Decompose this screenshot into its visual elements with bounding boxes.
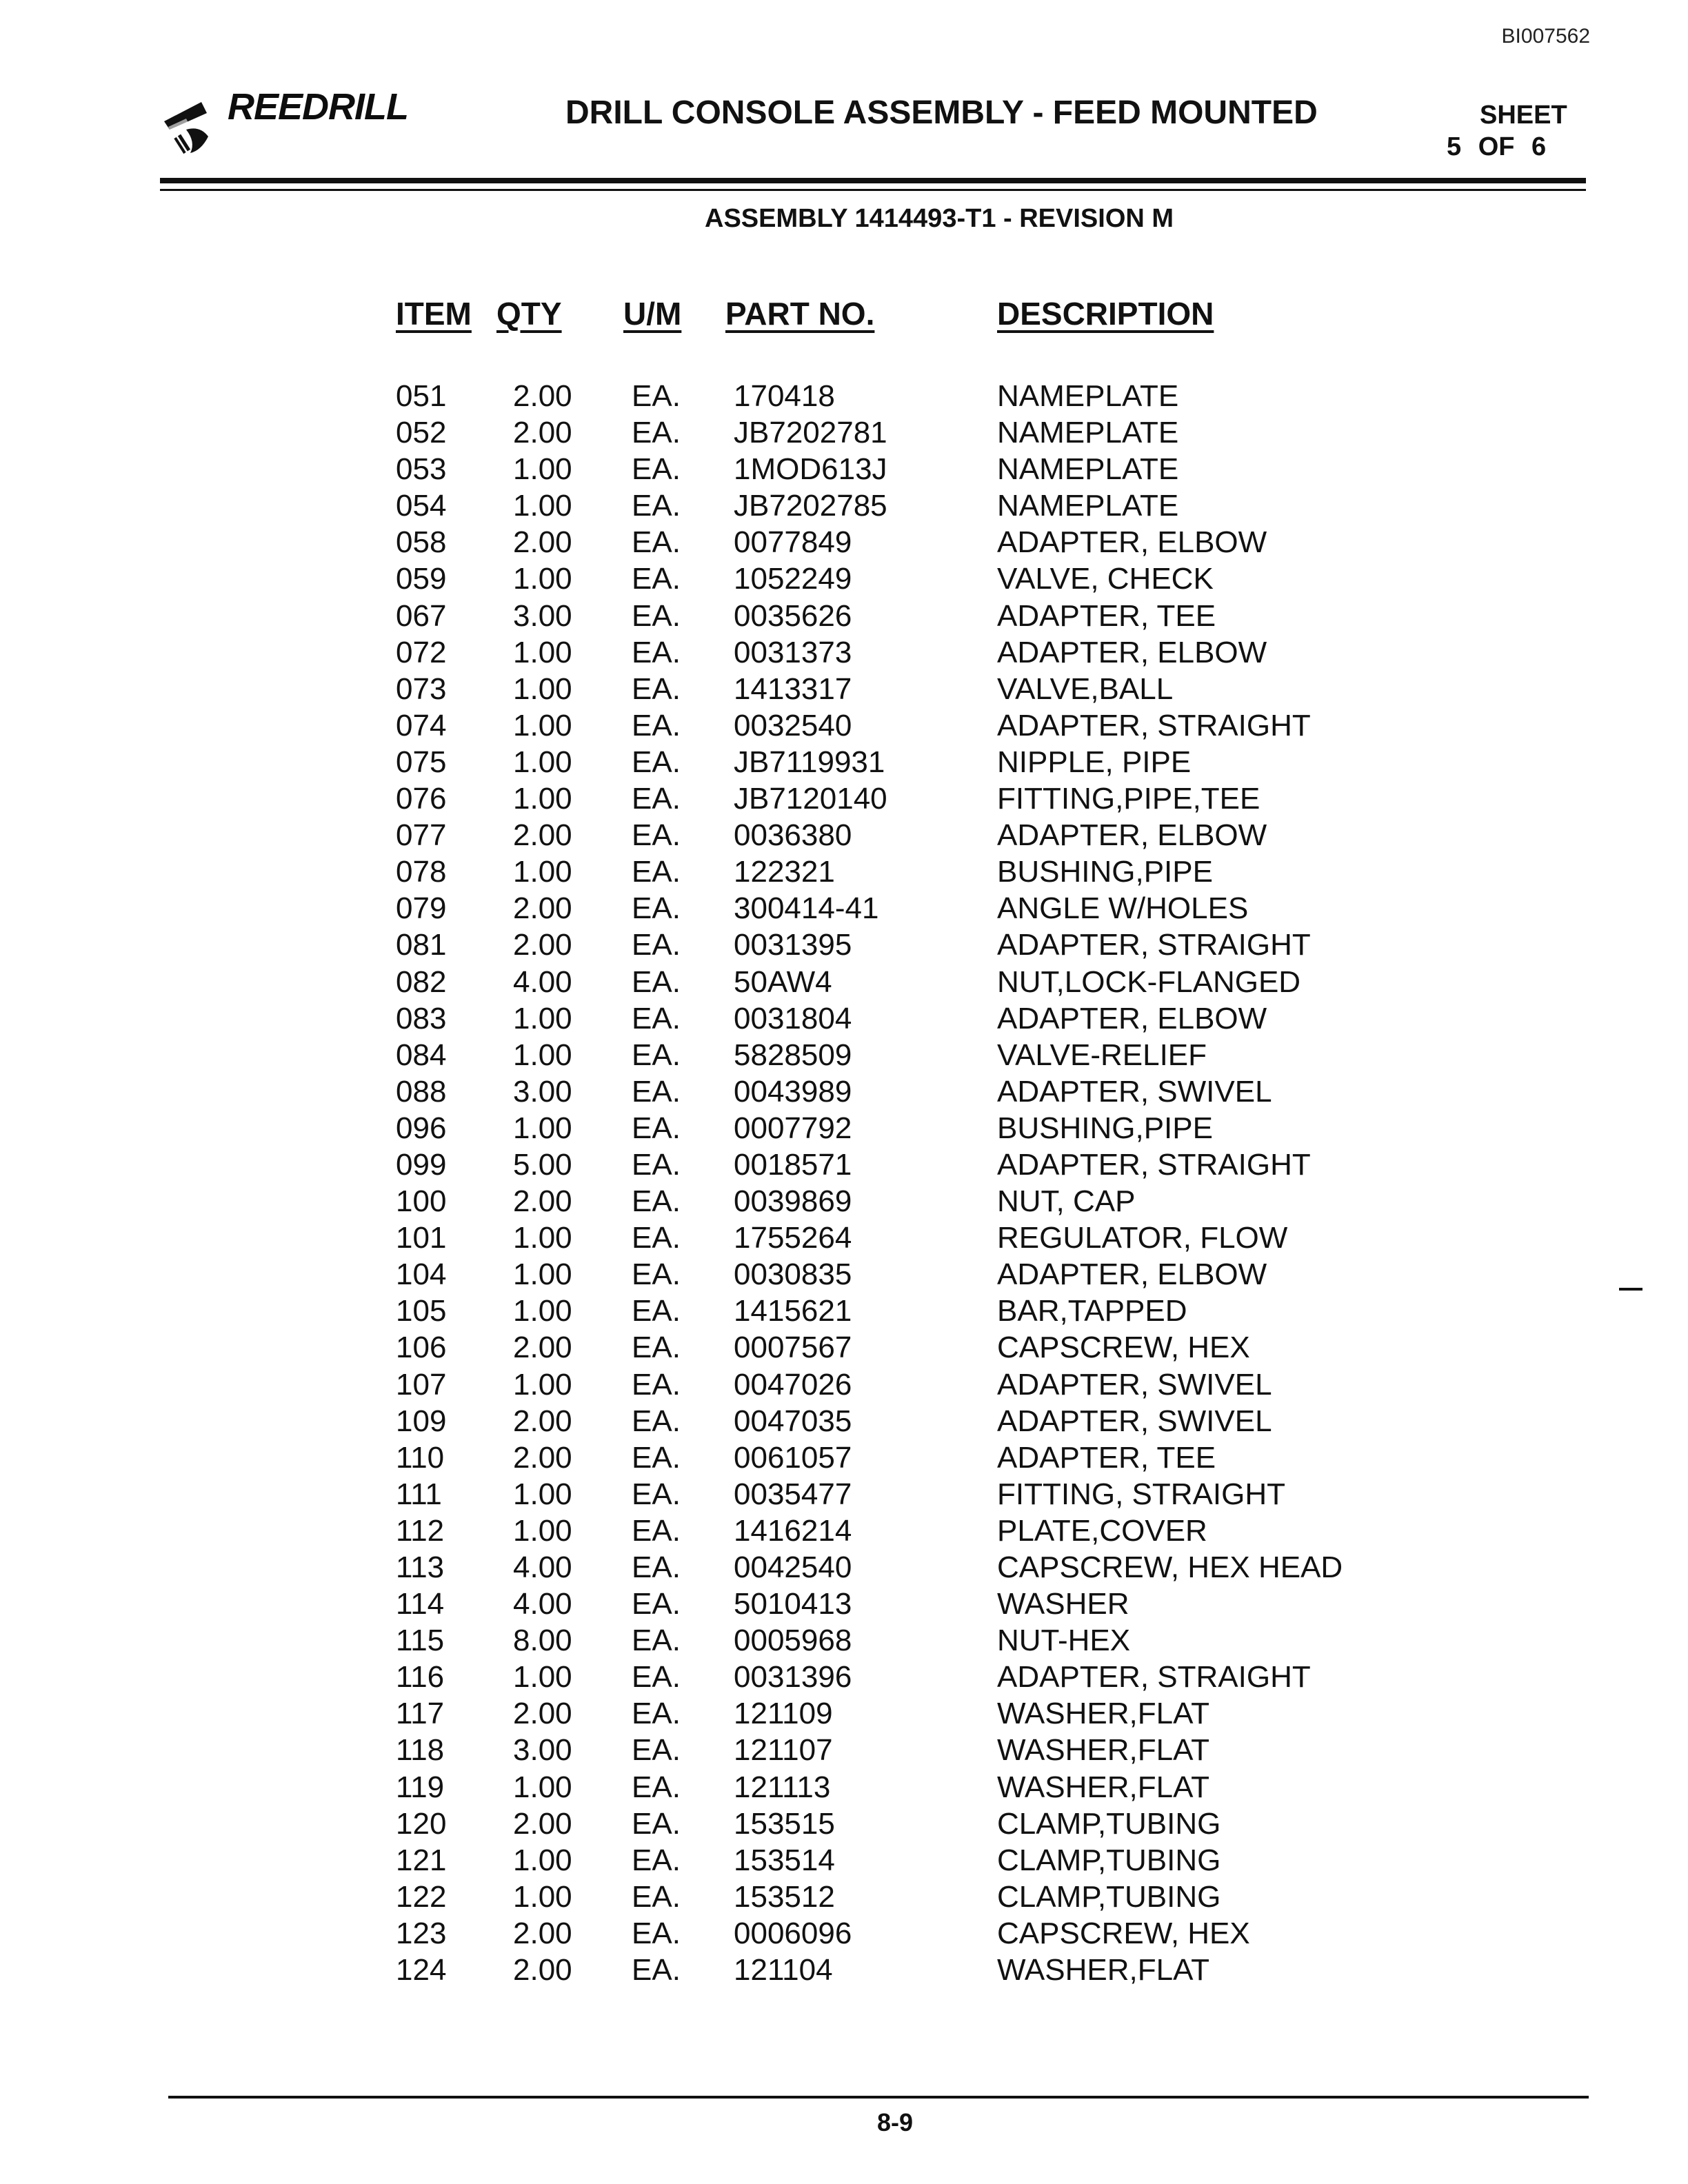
cell-item-number: 114 (396, 1587, 445, 1621)
table-row (396, 560, 1430, 597)
cell-item-number: 058 (396, 525, 447, 560)
cell-item-number: 081 (396, 928, 447, 962)
cell-quantity: 4.00 (513, 1550, 572, 1584)
cell-item-number: 054 (396, 489, 447, 523)
cell-item-number: 121 (396, 1843, 447, 1877)
cell-item-number: 116 (396, 1660, 445, 1695)
table-row (396, 378, 1430, 414)
cell-item-number: 099 (396, 1147, 447, 1182)
cell-part-number: 300414-41 (734, 891, 879, 926)
cell-quantity: 3.00 (513, 1074, 572, 1109)
table-row (396, 1842, 1430, 1879)
cell-unit-of-measure: EA. (632, 1806, 681, 1841)
cell-description: ADAPTER, TEE (997, 1440, 1216, 1475)
cell-unit-of-measure: EA. (632, 1147, 681, 1182)
cell-description: PLATE,COVER (997, 1513, 1207, 1548)
cell-part-number: 0035626 (734, 598, 852, 633)
column-header-um: U/M (623, 296, 682, 332)
cell-description: NAMEPLATE (997, 416, 1179, 450)
cell-quantity: 1.00 (513, 708, 572, 742)
cell-quantity: 2.00 (513, 416, 572, 450)
cell-item-number: 059 (396, 562, 447, 596)
cell-unit-of-measure: EA. (632, 1038, 681, 1072)
cell-item-number: 104 (396, 1257, 447, 1292)
cell-item-number: 118 (396, 1733, 445, 1768)
cell-unit-of-measure: EA. (632, 1587, 681, 1621)
cell-part-number: 0006096 (734, 1916, 852, 1950)
cell-unit-of-measure: EA. (632, 1879, 681, 1914)
cell-description: ADAPTER, ELBOW (997, 1257, 1267, 1292)
cell-part-number: 0036380 (734, 818, 852, 853)
brand-name: REEDRILL (228, 86, 408, 128)
table-row (396, 634, 1430, 671)
cell-quantity: 1.00 (513, 671, 572, 706)
cell-description: ADAPTER, SWIVEL (997, 1074, 1272, 1109)
cell-quantity: 2.00 (513, 1440, 572, 1475)
footer-rule (168, 2096, 1589, 2099)
table-row (396, 707, 1430, 744)
cell-item-number: 078 (396, 855, 447, 889)
cell-item-number: 079 (396, 891, 447, 926)
cell-quantity: 1.00 (513, 1001, 572, 1035)
cell-description: CAPSCREW, HEX (997, 1916, 1250, 1950)
table-row (396, 1110, 1430, 1146)
cell-part-number: JB7120140 (734, 782, 887, 816)
table-row (396, 1659, 1430, 1695)
cell-quantity: 1.00 (513, 452, 572, 487)
cell-item-number: 105 (396, 1294, 447, 1328)
table-row (396, 1769, 1430, 1806)
cell-item-number: 115 (396, 1624, 445, 1658)
cell-quantity: 2.00 (513, 1697, 572, 1731)
cell-quantity: 2.00 (513, 891, 572, 926)
cell-part-number: 153514 (734, 1843, 835, 1877)
cell-unit-of-measure: EA. (632, 598, 681, 633)
cell-item-number: 124 (396, 1953, 447, 1988)
cell-item-number: 076 (396, 782, 447, 816)
cell-part-number: 0035477 (734, 1477, 852, 1511)
header-rule-thin (160, 189, 1586, 191)
cell-description: NAMEPLATE (997, 489, 1179, 523)
cell-quantity: 1.00 (513, 1221, 572, 1255)
cell-unit-of-measure: EA. (632, 416, 681, 450)
cell-unit-of-measure: EA. (632, 1294, 681, 1328)
table-header (396, 295, 1430, 378)
cell-item-number: 082 (396, 964, 447, 999)
cell-part-number: 0018571 (734, 1147, 852, 1182)
cell-unit-of-measure: EA. (632, 1074, 681, 1109)
cell-part-number: 121104 (734, 1953, 833, 1988)
cell-part-number: 170418 (734, 379, 835, 413)
cell-part-number: 1413317 (734, 671, 852, 706)
cell-unit-of-measure: EA. (632, 1843, 681, 1877)
column-header-qty: QTY (496, 296, 562, 332)
cell-unit-of-measure: EA. (632, 782, 681, 816)
table-row (396, 1476, 1430, 1513)
table-row (396, 780, 1430, 817)
cell-part-number: 153515 (734, 1806, 835, 1841)
cell-unit-of-measure: EA. (632, 1367, 681, 1402)
cell-quantity: 2.00 (513, 1184, 572, 1219)
cell-description: NUT-HEX (997, 1624, 1131, 1658)
cell-quantity: 1.00 (513, 1660, 572, 1695)
cell-quantity: 1.00 (513, 1843, 572, 1877)
cell-unit-of-measure: EA. (632, 1221, 681, 1255)
cell-part-number: 0005968 (734, 1624, 852, 1658)
cell-description: VALVE-RELIEF (997, 1038, 1207, 1072)
cell-part-number: 0030835 (734, 1257, 852, 1292)
cell-description: ADAPTER, STRAIGHT (997, 928, 1311, 962)
table-row (396, 1293, 1430, 1329)
table-row (396, 1695, 1430, 1732)
cell-unit-of-measure: EA. (632, 1697, 681, 1731)
cell-unit-of-measure: EA. (632, 891, 681, 926)
cell-description: WASHER,FLAT (997, 1697, 1210, 1731)
cell-part-number: 122321 (734, 855, 835, 889)
cell-part-number: 0042540 (734, 1550, 852, 1584)
cell-part-number: JB7202781 (734, 416, 887, 450)
table-row (396, 1513, 1430, 1549)
cell-part-number: 0077849 (734, 525, 852, 560)
cell-quantity: 1.00 (513, 635, 572, 669)
table-row (396, 1879, 1430, 1915)
cell-quantity: 1.00 (513, 1477, 572, 1511)
cell-part-number: 0047035 (734, 1404, 852, 1438)
cell-part-number: 0043989 (734, 1074, 852, 1109)
cell-unit-of-measure: EA. (632, 1916, 681, 1950)
cell-quantity: 8.00 (513, 1624, 572, 1658)
cell-item-number: 051 (396, 379, 447, 413)
cell-part-number: 1416214 (734, 1513, 852, 1548)
cell-description: VALVE,BALL (997, 671, 1174, 706)
cell-item-number: 067 (396, 598, 447, 633)
table-row (396, 487, 1430, 524)
table-row (396, 1073, 1430, 1110)
cell-description: ADAPTER, SWIVEL (997, 1367, 1272, 1402)
cell-item-number: 107 (396, 1367, 447, 1402)
table-body (396, 378, 1430, 1988)
table-row (396, 1256, 1430, 1293)
cell-description: ADAPTER, TEE (997, 598, 1216, 633)
margin-mark (1619, 1288, 1642, 1291)
cell-quantity: 2.00 (513, 379, 572, 413)
cell-description: CAPSCREW, HEX (997, 1331, 1250, 1365)
cell-unit-of-measure: EA. (632, 1770, 681, 1804)
table-row (396, 1146, 1430, 1183)
cell-item-number: 117 (396, 1697, 445, 1731)
cell-part-number: 153512 (734, 1879, 835, 1914)
cell-item-number: 077 (396, 818, 447, 853)
cell-item-number: 119 (396, 1770, 445, 1804)
cell-item-number: 113 (396, 1550, 445, 1584)
cell-description: BUSHING,PIPE (997, 855, 1213, 889)
cell-item-number: 110 (396, 1440, 445, 1475)
cell-quantity: 1.00 (513, 1367, 572, 1402)
brand-logo (159, 81, 408, 157)
drill-bit-icon (159, 81, 234, 157)
cell-unit-of-measure: EA. (632, 745, 681, 779)
page-title: DRILL CONSOLE ASSEMBLY - FEED MOUNTED (565, 94, 1318, 131)
cell-item-number: 074 (396, 708, 447, 742)
cell-item-number: 111 (396, 1477, 442, 1511)
cell-quantity: 3.00 (513, 1733, 572, 1768)
table-row (396, 964, 1430, 1000)
cell-part-number: 1755264 (734, 1221, 852, 1255)
cell-unit-of-measure: EA. (632, 489, 681, 523)
table-row (396, 927, 1430, 963)
cell-item-number: 112 (396, 1513, 445, 1548)
parts-table (396, 295, 1430, 1988)
cell-description: REGULATOR, FLOW (997, 1221, 1288, 1255)
cell-quantity: 1.00 (513, 1294, 572, 1328)
cell-unit-of-measure: EA. (632, 562, 681, 596)
cell-item-number: 073 (396, 671, 447, 706)
cell-item-number: 053 (396, 452, 447, 487)
cell-unit-of-measure: EA. (632, 855, 681, 889)
cell-quantity: 2.00 (513, 928, 572, 962)
cell-description: CLAMP,TUBING (997, 1843, 1221, 1877)
cell-part-number: 5010413 (734, 1587, 852, 1621)
cell-quantity: 2.00 (513, 818, 572, 853)
table-row (396, 853, 1430, 890)
table-row (396, 817, 1430, 853)
cell-description: FITTING,PIPE,TEE (997, 782, 1260, 816)
cell-description: ADAPTER, ELBOW (997, 818, 1267, 853)
cell-unit-of-measure: EA. (632, 1477, 681, 1511)
table-row (396, 451, 1430, 487)
cell-quantity: 1.00 (513, 1513, 572, 1548)
table-row (396, 744, 1430, 780)
cell-item-number: 100 (396, 1184, 447, 1219)
cell-unit-of-measure: EA. (632, 964, 681, 999)
table-row (396, 1329, 1430, 1366)
cell-description: NUT, CAP (997, 1184, 1136, 1219)
cell-part-number: 0061057 (734, 1440, 852, 1475)
cell-item-number: 084 (396, 1038, 447, 1072)
cell-description: CAPSCREW, HEX HEAD (997, 1550, 1343, 1584)
cell-description: WASHER (997, 1587, 1129, 1621)
column-header-part-no: PART NO. (725, 296, 875, 332)
cell-unit-of-measure: EA. (632, 1733, 681, 1768)
cell-quantity: 1.00 (513, 1770, 572, 1804)
cell-quantity: 1.00 (513, 489, 572, 523)
cell-description: BUSHING,PIPE (997, 1111, 1213, 1145)
cell-unit-of-measure: EA. (632, 1111, 681, 1145)
cell-description: ADAPTER, ELBOW (997, 525, 1267, 560)
sheet-label: SHEET (1480, 101, 1567, 130)
cell-unit-of-measure: EA. (632, 379, 681, 413)
cell-part-number: 1415621 (734, 1294, 852, 1328)
cell-quantity: 3.00 (513, 598, 572, 633)
table-row (396, 1732, 1430, 1768)
table-row (396, 1000, 1430, 1037)
cell-description: BAR,TAPPED (997, 1294, 1187, 1328)
table-row (396, 1403, 1430, 1439)
cell-item-number: 109 (396, 1404, 447, 1438)
cell-part-number: 1MOD613J (734, 452, 887, 487)
cell-description: WASHER,FLAT (997, 1733, 1210, 1768)
cell-unit-of-measure: EA. (632, 1953, 681, 1988)
cell-unit-of-measure: EA. (632, 1184, 681, 1219)
table-row (396, 1220, 1430, 1256)
table-row (396, 1806, 1430, 1842)
table-row (396, 1915, 1430, 1952)
cell-description: NAMEPLATE (997, 379, 1179, 413)
cell-description: CLAMP,TUBING (997, 1806, 1221, 1841)
cell-item-number: 083 (396, 1001, 447, 1035)
cell-part-number: 0031396 (734, 1660, 852, 1695)
cell-unit-of-measure: EA. (632, 1001, 681, 1035)
table-row (396, 1366, 1430, 1403)
document-id: BI007562 (1501, 25, 1590, 48)
cell-unit-of-measure: EA. (632, 1257, 681, 1292)
header-rule-thick (160, 178, 1586, 183)
cell-quantity: 2.00 (513, 1404, 572, 1438)
cell-quantity: 2.00 (513, 1806, 572, 1841)
cell-quantity: 2.00 (513, 1916, 572, 1950)
cell-item-number: 075 (396, 745, 447, 779)
cell-description: ADAPTER, STRAIGHT (997, 1147, 1311, 1182)
cell-unit-of-measure: EA. (632, 1513, 681, 1548)
cell-quantity: 1.00 (513, 1038, 572, 1072)
cell-part-number: 50AW4 (734, 964, 832, 999)
cell-unit-of-measure: EA. (632, 671, 681, 706)
cell-quantity: 1.00 (513, 782, 572, 816)
table-row (396, 1622, 1430, 1659)
cell-description: WASHER,FLAT (997, 1770, 1210, 1804)
column-header-description: DESCRIPTION (997, 296, 1214, 332)
cell-unit-of-measure: EA. (632, 525, 681, 560)
cell-quantity: 4.00 (513, 1587, 572, 1621)
cell-item-number: 052 (396, 416, 447, 450)
cell-description: NAMEPLATE (997, 452, 1179, 487)
cell-part-number: 0007567 (734, 1331, 852, 1365)
cell-description: NIPPLE, PIPE (997, 745, 1192, 779)
cell-description: ADAPTER, STRAIGHT (997, 1660, 1311, 1695)
table-row (396, 1183, 1430, 1220)
cell-unit-of-measure: EA. (632, 1550, 681, 1584)
assembly-subtitle: ASSEMBLY 1414493-T1 - REVISION M (705, 204, 1174, 233)
cell-unit-of-measure: EA. (632, 635, 681, 669)
table-row (396, 890, 1430, 927)
cell-description: ADAPTER, ELBOW (997, 635, 1267, 669)
table-row (396, 1549, 1430, 1586)
cell-unit-of-measure: EA. (632, 928, 681, 962)
cell-description: NUT,LOCK-FLANGED (997, 964, 1301, 999)
cell-quantity: 2.00 (513, 525, 572, 560)
cell-item-number: 122 (396, 1879, 447, 1914)
cell-unit-of-measure: EA. (632, 1624, 681, 1658)
cell-unit-of-measure: EA. (632, 1404, 681, 1438)
page-number: 8-9 (877, 2108, 914, 2136)
cell-item-number: 120 (396, 1806, 447, 1841)
cell-part-number: JB7119931 (734, 745, 885, 779)
cell-item-number: 101 (396, 1221, 447, 1255)
cell-part-number: 0047026 (734, 1367, 852, 1402)
cell-unit-of-measure: EA. (632, 1660, 681, 1695)
cell-part-number: 0031804 (734, 1001, 852, 1035)
cell-part-number: 121109 (734, 1697, 833, 1731)
cell-quantity: 4.00 (513, 964, 572, 999)
cell-quantity: 1.00 (513, 1257, 572, 1292)
cell-quantity: 5.00 (513, 1147, 572, 1182)
cell-item-number: 072 (396, 635, 447, 669)
table-row (396, 414, 1430, 451)
cell-quantity: 1.00 (513, 1111, 572, 1145)
cell-quantity: 1.00 (513, 562, 572, 596)
cell-quantity: 1.00 (513, 745, 572, 779)
cell-unit-of-measure: EA. (632, 818, 681, 853)
cell-quantity: 2.00 (513, 1331, 572, 1365)
cell-part-number: 0032540 (734, 708, 852, 742)
table-row (396, 1586, 1430, 1622)
cell-part-number: 0007792 (734, 1111, 852, 1145)
cell-description: ADAPTER, SWIVEL (997, 1404, 1272, 1438)
cell-quantity: 1.00 (513, 855, 572, 889)
column-header-item: ITEM (396, 296, 472, 332)
cell-description: ADAPTER, STRAIGHT (997, 708, 1311, 742)
cell-unit-of-measure: EA. (632, 1440, 681, 1475)
cell-description: FITTING, STRAIGHT (997, 1477, 1285, 1511)
cell-quantity: 1.00 (513, 1879, 572, 1914)
cell-description: CLAMP,TUBING (997, 1879, 1221, 1914)
cell-item-number: 088 (396, 1074, 447, 1109)
table-row (396, 1952, 1430, 1988)
cell-description: WASHER,FLAT (997, 1953, 1210, 1988)
table-row (396, 598, 1430, 634)
cell-item-number: 106 (396, 1331, 447, 1365)
cell-part-number: 0031395 (734, 928, 852, 962)
cell-item-number: 096 (396, 1111, 447, 1145)
sheet-number: 5 OF 6 (1447, 132, 1547, 161)
table-row (396, 1439, 1430, 1476)
cell-part-number: 121107 (734, 1733, 833, 1768)
cell-part-number: 5828509 (734, 1038, 852, 1072)
table-row (396, 1037, 1430, 1073)
table-row (396, 524, 1430, 560)
cell-unit-of-measure: EA. (632, 708, 681, 742)
cell-part-number: 0039869 (734, 1184, 852, 1219)
cell-part-number: 1052249 (734, 562, 852, 596)
cell-description: ANGLE W/HOLES (997, 891, 1249, 926)
cell-part-number: 0031373 (734, 635, 852, 669)
cell-unit-of-measure: EA. (632, 452, 681, 487)
cell-quantity: 2.00 (513, 1953, 572, 1988)
cell-description: VALVE, CHECK (997, 562, 1214, 596)
cell-part-number: 121113 (734, 1770, 831, 1804)
cell-item-number: 123 (396, 1916, 447, 1950)
cell-unit-of-measure: EA. (632, 1331, 681, 1365)
cell-description: ADAPTER, ELBOW (997, 1001, 1267, 1035)
cell-part-number: JB7202785 (734, 489, 887, 523)
table-row (396, 671, 1430, 707)
